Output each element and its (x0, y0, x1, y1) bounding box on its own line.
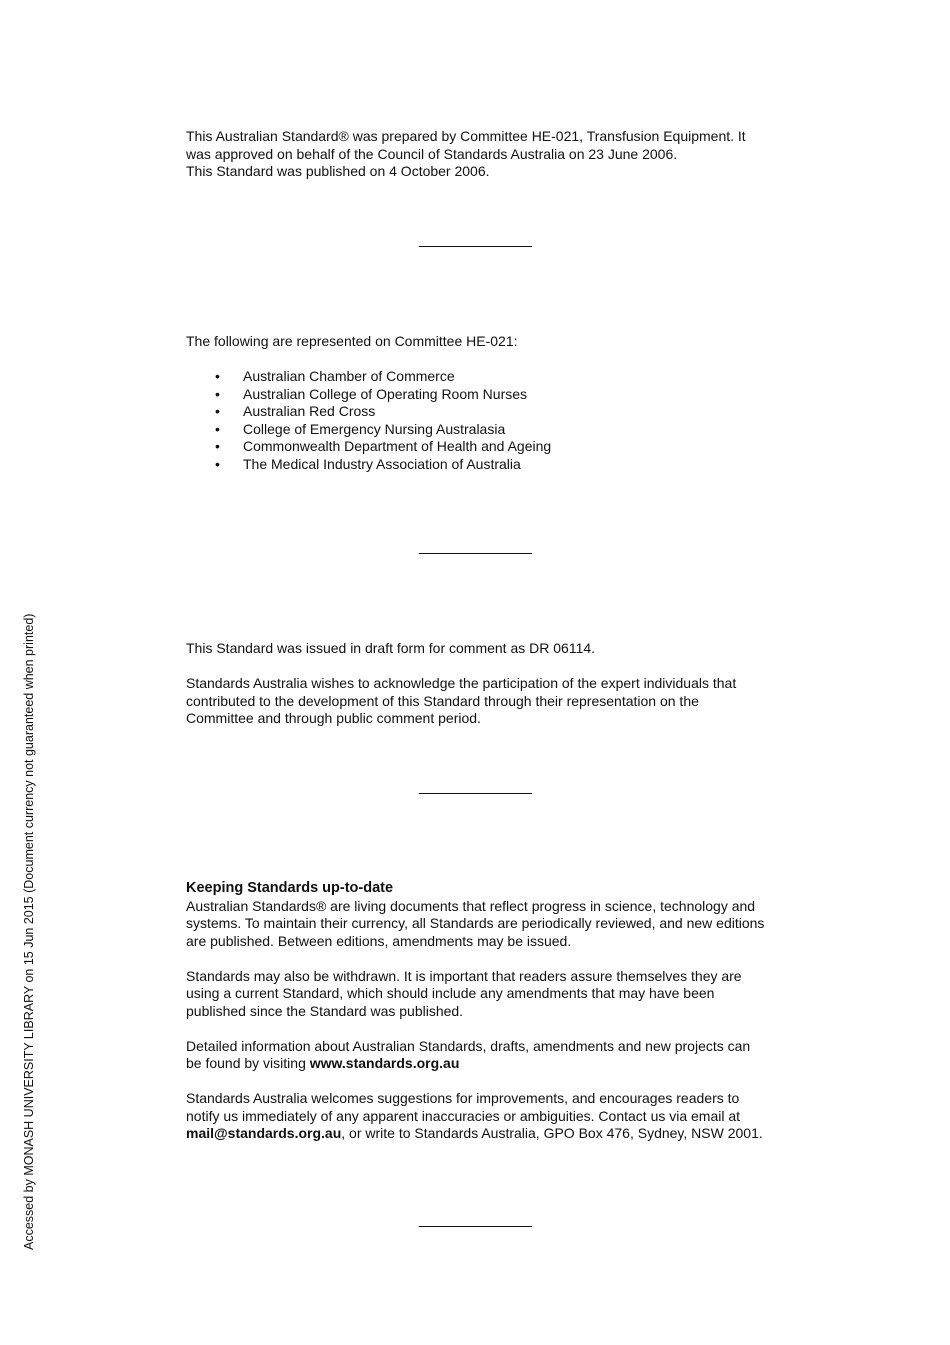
section-divider (419, 1226, 532, 1227)
committee-section (186, 333, 786, 474)
keeping-standards-section (186, 880, 786, 1143)
section-heading: Keeping Standards up-to-date (186, 880, 394, 896)
email-link[interactable]: mail@standards.org.au (186, 1125, 342, 1141)
draft-section (186, 640, 786, 728)
committee-member: Commonwealth Department of Health and Ageing (243, 438, 552, 455)
preparation-section (186, 128, 786, 181)
bullet-icon: • (215, 420, 220, 437)
list-item (186, 456, 786, 474)
bullet-icon: • (215, 455, 220, 472)
section-divider (419, 246, 532, 247)
withdrawn-line-3: published since the Standard was published. (186, 1002, 464, 1019)
postal-address: , or write to Standards Australia, GPO Box 476, Sydney, NSW 2001. (341, 1125, 763, 1141)
living-documents-line-2: systems. To maintain their currency, all Standards are periodically reviewed, and new editions (186, 915, 765, 931)
information-line-2 (186, 1055, 786, 1073)
list-item (186, 438, 786, 456)
website-link[interactable]: www.standards.org.au (309, 1055, 460, 1071)
list-item (186, 421, 786, 439)
draft-issued-text: This Standard was issued in draft form for comment as DR 06114. (186, 640, 596, 656)
withdrawn-line-2: using a current Standard, which should include any amendments that may have been (186, 985, 715, 1001)
living-documents-line-3: are published. Between editions, amendments may be issued. (186, 932, 572, 949)
access-watermark: Accessed by MONASH UNIVERSITY LIBRARY on 15 Jun 2015 (Document currency not guaranteed when printed) (22, 613, 36, 1250)
preparation-line-3: This Standard was published on 4 October 2006. (186, 163, 490, 179)
section-divider (419, 793, 532, 794)
list-item (186, 386, 786, 404)
bullet-icon: • (215, 385, 220, 402)
acknowledgement-line-3: Committee and through public comment period. (186, 710, 481, 726)
living-documents-line-1: Australian Standards® are living documents that reflect progress in science, technology and (186, 897, 756, 914)
bullet-icon: • (215, 438, 220, 455)
section-divider (419, 553, 532, 554)
committee-member: Australian College of Operating Room Nurses (243, 385, 528, 402)
committee-member: The Medical Industry Association of Australia (243, 455, 521, 472)
acknowledgement-line-2: contributed to the development of this Standard through their representation on the (186, 692, 699, 709)
committee-member: College of Emergency Nursing Australasia (243, 420, 506, 437)
preparation-line-2: was approved on behalf of the Council of Standards Australia on 23 June 2006. (186, 145, 678, 162)
committee-member-list (186, 368, 786, 474)
information-line-1: Detailed information about Australian Standards, drafts, amendments and new projects can (186, 1037, 751, 1054)
committee-intro: The following are represented on Committee HE-021: (186, 333, 518, 349)
information-prefix: be found by visiting (186, 1055, 310, 1071)
acknowledgement-line-1: Standards Australia wishes to acknowledge the participation of the expert individuals that (186, 675, 737, 691)
suggestions-line-2: notify us immediately of any apparent inaccuracies or ambiguities. Contact us via email at (186, 1107, 741, 1124)
withdrawn-line-1: Standards may also be withdrawn. It is important that readers assure themselves they are (186, 967, 742, 984)
list-item (186, 403, 786, 421)
committee-member: Australian Chamber of Commerce (243, 368, 455, 384)
list-item (186, 368, 786, 386)
preparation-line-1: This Australian Standard® was prepared by Committee HE-021, Transfusion Equipment. It (186, 128, 746, 144)
suggestions-line-3 (186, 1125, 786, 1143)
suggestions-line-1: Standards Australia welcomes suggestions for improvements, and encourages readers to (186, 1090, 740, 1106)
bullet-icon: • (215, 368, 220, 384)
committee-member: Australian Red Cross (243, 403, 376, 420)
bullet-icon: • (215, 403, 220, 420)
